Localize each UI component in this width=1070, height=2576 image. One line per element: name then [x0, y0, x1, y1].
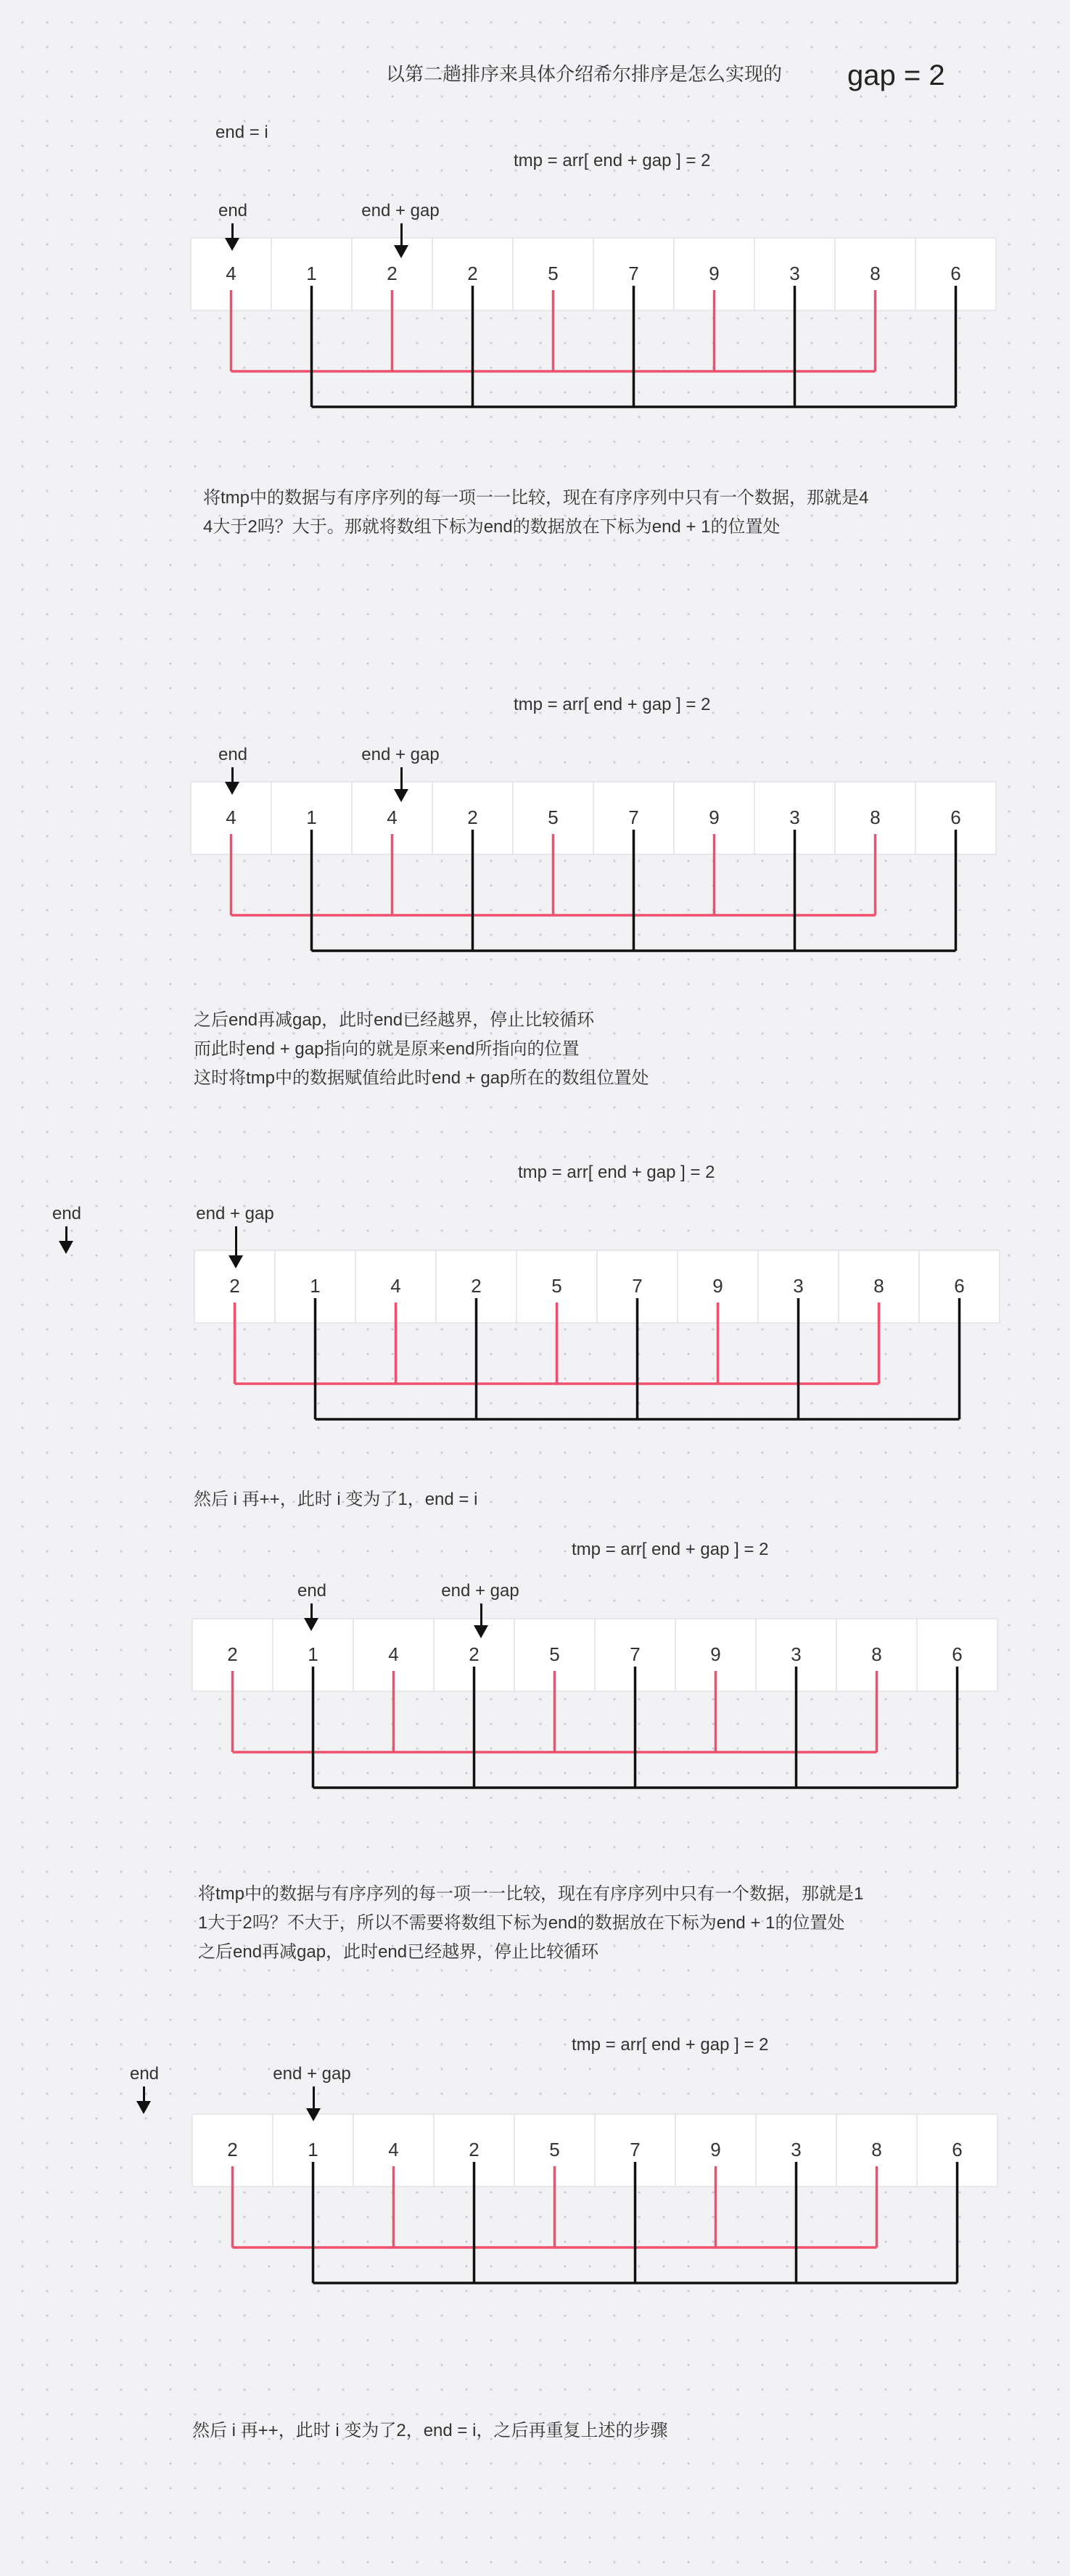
explanation-line: 将tmp中的数据与有序序列的每一项一一比较，现在有序序列中只有一个数据，那就是1 — [198, 1884, 864, 1904]
tmp-label: tmp = arr[ end + gap ] = 2 — [518, 1163, 715, 1182]
array-row — [194, 1250, 1000, 1419]
array-cell-value: 6 — [950, 262, 961, 284]
explanation-line: 1大于2吗？不大于，所以不需要将数组下标为end的数据放在下标为end + 1的位置处 — [198, 1913, 845, 1933]
explanation-paragraph — [194, 1485, 477, 1514]
explanation-line: 将tmp中的数据与有序序列的每一项一一比较，现在有序序列中只有一个数据，那就是4 — [203, 488, 869, 508]
end-pointer-label: end — [297, 1581, 327, 1601]
array-row — [191, 782, 996, 951]
array-cell-value: 7 — [628, 262, 639, 284]
end-pointer-label: end — [218, 201, 248, 220]
end-gap-pointer-label: end + gap — [196, 1204, 274, 1223]
tmp-label: tmp = arr[ end + gap ] = 2 — [572, 1540, 769, 1559]
array-cell-value: 2 — [227, 2138, 238, 2160]
explanation-line: 然后 i 再++，此时 i 变为了1，end = i — [194, 1490, 478, 1509]
array-cell-value: 1 — [308, 1643, 318, 1665]
array-cell-value: 3 — [789, 262, 800, 284]
explanation-line: 之后end再减gap，此时end已经越界，停止比较循环 — [198, 1942, 599, 1962]
explanation-line: 4大于2吗？大于。那就将数组下标为end的数据放在下标为end + 1的位置处 — [203, 517, 781, 537]
array-cell-value: 4 — [226, 806, 236, 828]
array-cell-value: 6 — [954, 1274, 965, 1297]
explanation-line: 之后end再减gap，此时end已经越界，停止比较循环 — [194, 1010, 595, 1030]
explanation-paragraph — [194, 1006, 649, 1093]
array-cell-value: 7 — [630, 1643, 641, 1665]
array-row — [192, 1619, 997, 1788]
array-cell-value: 2 — [467, 262, 478, 284]
array-cell-value: 2 — [227, 1643, 238, 1665]
array-cell-value: 3 — [793, 1274, 804, 1297]
array-cell-value: 8 — [871, 1643, 882, 1665]
end-gap-pointer-label: end + gap — [441, 1581, 519, 1601]
explanation-line: 然后 i 再++，此时 i 变为了2，end = i，之后再重复上述的步骤 — [192, 2421, 668, 2440]
array-cell-value: 1 — [308, 2138, 318, 2160]
end-equals-i-label: end = i — [215, 123, 268, 142]
explanation-line: 这时将tmp中的数据赋值给此时end + gap所在的数组位置处 — [194, 1068, 649, 1088]
array-cell-value: 7 — [630, 2138, 641, 2160]
end-pointer-label: end — [52, 1204, 82, 1223]
end-gap-pointer-label: end + gap — [361, 201, 440, 220]
array-cell-value: 5 — [551, 1274, 562, 1297]
array-cell-value: 4 — [388, 2138, 399, 2160]
array-cell-value: 5 — [548, 262, 559, 284]
array-cell-value: 9 — [709, 806, 720, 828]
array-row — [192, 2114, 997, 2283]
array-cell-value: 9 — [710, 1643, 721, 1665]
explanation-paragraph — [192, 2416, 667, 2445]
array-cell-value: 3 — [789, 806, 800, 828]
array-cell-value: 7 — [628, 806, 639, 828]
array-cell-value: 2 — [471, 1274, 482, 1297]
array-cell-value: 7 — [632, 1274, 643, 1297]
array-cell-value: 5 — [549, 1643, 560, 1665]
array-cell-value: 1 — [310, 1274, 321, 1297]
array-cell-value: 2 — [469, 1643, 480, 1665]
array-cell-value: 4 — [388, 1643, 399, 1665]
array-cell-value: 6 — [952, 1643, 963, 1665]
array-cell-value: 1 — [306, 262, 317, 284]
end-pointer-label: end — [129, 2064, 160, 2084]
diagram-title: 以第二趟排序来具体介绍希尔排序是怎么实现的 — [386, 63, 783, 85]
array-cell-value: 8 — [870, 806, 881, 828]
array-cell-value: 8 — [870, 262, 881, 284]
array-cell-value: 6 — [952, 2138, 963, 2160]
array-cell-value: 2 — [467, 806, 478, 828]
explanation-paragraph — [203, 484, 868, 542]
array-cell-value: 5 — [549, 2138, 560, 2160]
array-cell-value: 1 — [306, 806, 317, 828]
end-gap-pointer-label: end + gap — [273, 2064, 351, 2084]
array-cell-value: 9 — [710, 2138, 721, 2160]
end-gap-pointer-label: end + gap — [361, 745, 440, 764]
tmp-label: tmp = arr[ end + gap ] = 2 — [514, 695, 711, 714]
array-cell-value: 3 — [791, 2138, 802, 2160]
array-cell-value: 2 — [387, 262, 398, 284]
array-cell-value: 8 — [873, 1274, 884, 1297]
explanation-paragraph — [198, 1880, 863, 1967]
array-cell-value: 4 — [226, 262, 236, 284]
array-cell-value: 5 — [548, 806, 559, 828]
array-cell-value: 2 — [229, 1274, 240, 1297]
tmp-label: tmp = arr[ end + gap ] = 2 — [572, 2035, 769, 2055]
array-cell-value: 9 — [709, 262, 720, 284]
explanation-line: 而此时end + gap指向的就是原来end所指向的位置 — [194, 1039, 580, 1059]
array-cell-value: 2 — [469, 2138, 480, 2160]
array-cell-value: 3 — [791, 1643, 802, 1665]
array-cell-value: 8 — [871, 2138, 882, 2160]
array-row — [191, 238, 996, 407]
end-pointer-label: end — [218, 745, 248, 764]
array-cell-value: 4 — [387, 806, 398, 828]
tmp-label: tmp = arr[ end + gap ] = 2 — [514, 151, 711, 170]
array-cell-value: 4 — [390, 1274, 401, 1297]
array-cell-value: 6 — [950, 806, 961, 828]
gap-value-label: gap = 2 — [847, 59, 945, 91]
array-cell-value: 9 — [712, 1274, 723, 1297]
